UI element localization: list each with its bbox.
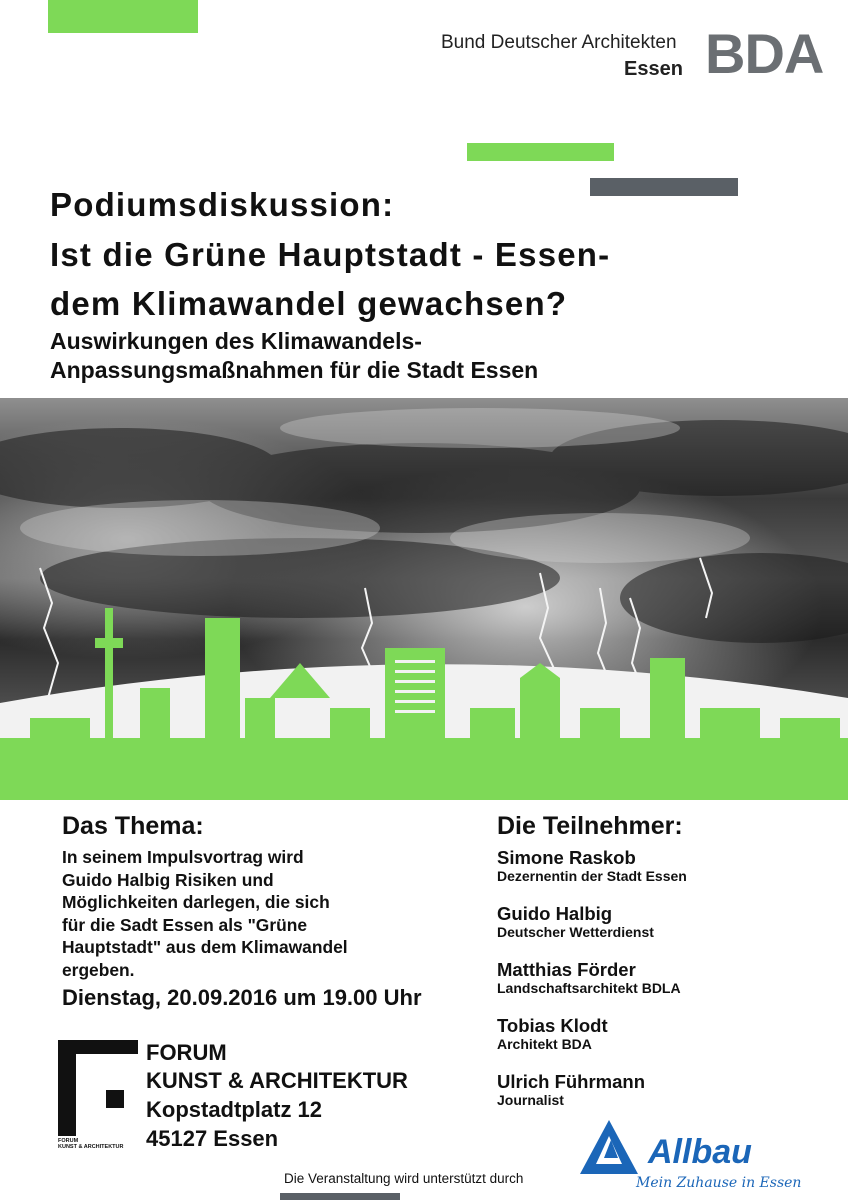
title-line-1: Podiumsdiskussion: — [50, 186, 395, 223]
participant-name: Guido Halbig — [497, 903, 613, 924]
forum-logo-caption — [58, 1138, 124, 1150]
bda-logo: BDA — [705, 22, 824, 85]
thema-line: ergeben. — [62, 959, 135, 980]
participant-name: Matthias Förder — [497, 959, 636, 980]
participant-role: Architekt BDA — [497, 1036, 592, 1052]
participant-name: Ulrich Führmann — [497, 1071, 646, 1092]
accent-bar-mid-grey — [590, 178, 738, 196]
thema-line: In seinem Impulsvortrag wird — [62, 847, 304, 867]
allbau-logo-icon — [578, 1118, 640, 1178]
thema-line: Hauptstadt" aus dem Klimawandel — [62, 937, 348, 957]
event-date: Dienstag, 20.09.2016 um 19.00 Uhr — [62, 985, 422, 1010]
allbau-logo-text: Allbau — [648, 1133, 752, 1171]
thema-heading: Das Thema: — [62, 812, 204, 840]
participant-name: Simone Raskob — [497, 847, 636, 868]
sponsor-note: Die Veranstaltung wird unterstützt durch — [284, 1171, 524, 1186]
venue-line-1: FORUM — [146, 1040, 227, 1065]
participant-role: Landschaftsarchitekt BDLA — [497, 980, 681, 996]
org-name: Bund Deutscher Architekten — [441, 32, 677, 53]
thema-line: Möglichkeiten darlegen, die sich — [62, 892, 330, 912]
storm-skyline-image — [0, 398, 848, 800]
allbau-slogan: Mein Zuhause in Essen — [636, 1175, 802, 1191]
thema-line: für die Sadt Essen als "Grüne — [62, 914, 308, 935]
accent-bar-mid-green — [467, 143, 614, 161]
accent-bar-top-left — [48, 0, 198, 33]
forum-logo-caption-line: FORUM — [58, 1138, 79, 1144]
subtitle-line-2: Anpassungsmaßnahmen für die Stadt Essen — [50, 357, 539, 383]
thema-paragraph — [62, 846, 482, 981]
venue-city: 45127 Essen — [146, 1126, 279, 1151]
subtitle-line-1: Auswirkungen des Klimawandels- — [50, 328, 422, 354]
teilnehmer-heading: Die Teilnehmer: — [497, 812, 683, 840]
participant-role: Dezernentin der Stadt Essen — [497, 868, 687, 884]
participant-role: Journalist — [497, 1092, 564, 1108]
title-line-2: Ist die Grüne Hauptstadt - Essen- — [50, 236, 611, 273]
accent-bar-bottom-grey — [280, 1193, 400, 1200]
venue-line-2: KUNST & ARCHITEKTUR — [146, 1068, 408, 1093]
venue-address: Kopstadtplatz 12 — [146, 1097, 323, 1122]
thema-line: Guido Halbig Risiken und — [62, 869, 274, 890]
participant-role: Deutscher Wetterdienst — [497, 924, 654, 940]
title-line-3: dem Klimawandel gewachsen? — [50, 285, 568, 322]
org-city: Essen — [624, 58, 683, 80]
forum-logo-caption-line: KUNST & ARCHITEKTUR — [58, 1144, 124, 1150]
participant-name: Tobias Klodt — [497, 1015, 608, 1036]
forum-logo — [58, 1040, 138, 1136]
